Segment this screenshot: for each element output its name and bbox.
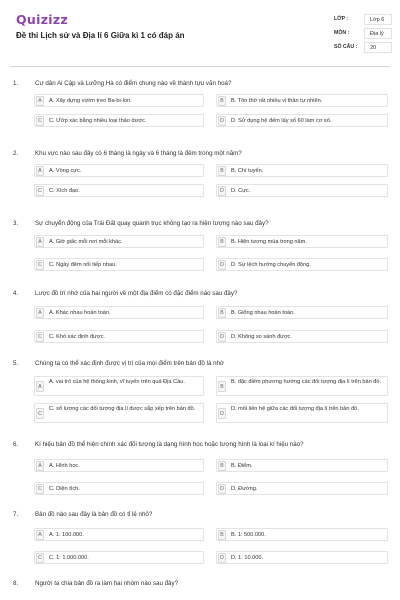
option-text: C. Khó xác định được. <box>49 334 105 340</box>
option-text: D. Cực. <box>231 188 251 194</box>
meta-subject-value: Địa lý <box>364 28 392 39</box>
option-b[interactable] <box>216 528 388 541</box>
option-letter: D <box>218 484 226 494</box>
option-text: A. Xây dựng vườn treo Ba-bi-lon. <box>49 98 132 104</box>
option-c[interactable] <box>34 330 204 343</box>
option-letter: B <box>218 308 226 318</box>
quizizz-logo[interactable]: Quizizz <box>16 12 69 27</box>
option-text: D. Không so sánh được. <box>231 334 292 340</box>
option-letter: A <box>36 461 44 471</box>
option-text: C. Ướp xác bằng nhiều loại thảo dược. <box>49 118 147 124</box>
meta-count-value: 20 <box>364 42 392 53</box>
option-a[interactable] <box>34 459 204 472</box>
meta-grade-label: LỚP : <box>334 16 349 22</box>
meta-subject <box>334 28 392 41</box>
question-number: 5. <box>13 360 19 367</box>
option-b[interactable] <box>216 235 388 248</box>
option-c[interactable] <box>34 403 204 423</box>
question-text: Chúng ta có thể xác định được vị trí của mọi điểm trên bản đồ là nhờ <box>35 360 225 367</box>
question-text: Cư dân Ai Cập và Lưỡng Hà có điểm chung nào về thành tựu văn hoá? <box>35 80 232 87</box>
question-number: 7. <box>13 511 19 518</box>
option-d[interactable] <box>216 258 388 271</box>
option-text: D. Sử dụng hệ đếm lấy số 60 làm cơ số. <box>231 118 332 124</box>
option-c[interactable] <box>34 184 204 197</box>
question-number: 3. <box>13 220 19 227</box>
option-letter: A <box>36 381 44 392</box>
option-letter: C <box>36 332 44 342</box>
question-text: Sự chuyển động của Trái Đất quay quanh trục không tạo ra hiện tượng nào sau đây? <box>35 220 269 227</box>
meta-count-label: SỐ CÂU : <box>334 44 358 50</box>
option-a[interactable] <box>34 235 204 248</box>
option-text: A. Hình học. <box>49 463 80 469</box>
option-d[interactable] <box>216 184 388 197</box>
option-b[interactable] <box>216 94 388 107</box>
option-letter: C <box>36 186 44 196</box>
option-letter: C <box>36 408 44 419</box>
option-letter: B <box>218 166 226 176</box>
option-b[interactable] <box>216 376 388 396</box>
question-number: 2. <box>13 150 19 157</box>
option-d[interactable] <box>216 403 388 423</box>
option-d[interactable] <box>216 482 388 495</box>
option-text: C. sổ lượng các đối tượng địa lí được sắp xếp trên bản đồ. <box>49 406 196 412</box>
question-number: 8. <box>13 580 19 587</box>
meta-grade <box>334 14 392 27</box>
option-text: B. Chí tuyến. <box>231 168 264 174</box>
question-text: Người ta chia bản đồ ra làm hai nhóm nào sau đây? <box>35 580 179 587</box>
option-text: D. 1: 10.000. <box>231 555 264 561</box>
option-c[interactable] <box>34 482 204 495</box>
header-divider <box>10 66 390 67</box>
option-text: B. Điểm. <box>231 463 253 469</box>
question-number: 6. <box>13 441 19 448</box>
option-text: C. 1: 1.000.000. <box>49 555 89 561</box>
option-a[interactable] <box>34 376 204 396</box>
option-letter: C <box>36 484 44 494</box>
question-text: Khu vực nào sau đây có 6 tháng là ngày và 6 tháng là đêm trong một năm? <box>35 150 242 157</box>
option-letter: B <box>218 237 226 247</box>
option-d[interactable] <box>216 330 388 343</box>
option-letter: D <box>218 260 226 270</box>
option-letter: D <box>218 332 226 342</box>
option-letter: A <box>36 530 44 540</box>
question-number: 4. <box>13 290 19 297</box>
option-b[interactable] <box>216 459 388 472</box>
option-text: C. Ngày đêm nối tiếp nhau. <box>49 262 117 268</box>
option-b[interactable] <box>216 306 388 319</box>
meta-grade-value: Lớp 6 <box>364 14 392 25</box>
option-letter: D <box>218 408 226 419</box>
meta-subject-label: MÔN : <box>334 30 350 36</box>
meta-count <box>334 42 392 55</box>
option-letter: D <box>218 553 226 563</box>
option-letter: A <box>36 237 44 247</box>
option-letter: B <box>218 381 226 392</box>
option-text: B. 1: 500.000. <box>231 532 266 538</box>
option-letter: D <box>218 116 226 126</box>
option-text: B. Tôn thờ rất nhiều vị thần tự nhiên. <box>231 98 323 104</box>
option-d[interactable] <box>216 114 388 127</box>
option-text: C. Xích đạo. <box>49 188 80 194</box>
option-text: A. Khác nhau hoàn toàn. <box>49 310 111 316</box>
question-text: Bản đồ nào sau đây là bản đồ có tỉ lệ nhỏ? <box>35 511 153 518</box>
option-text: D. mối liên hệ giữa các đối tượng địa lí trên bản đồ. <box>231 406 359 412</box>
option-letter: B <box>218 96 226 106</box>
option-a[interactable] <box>34 306 204 319</box>
option-letter: A <box>36 96 44 106</box>
option-c[interactable] <box>34 114 204 127</box>
option-a[interactable] <box>34 94 204 107</box>
option-text: A. 1: 100.000. <box>49 532 84 538</box>
question-text: Kí hiệu bản đồ thể hiện chính xác đối tượng là dạng hình học hoặc tượng hình là loại kí hiệu nào? <box>35 441 304 448</box>
option-a[interactable] <box>34 528 204 541</box>
question-number: 1. <box>13 80 19 87</box>
option-a[interactable] <box>34 164 204 177</box>
option-letter: B <box>218 530 226 540</box>
option-c[interactable] <box>34 551 204 564</box>
option-text: A. Giờ giấc mỗi nơi mỗi khác. <box>49 239 123 245</box>
option-text: B. Giống nhau hoàn toàn. <box>231 310 295 316</box>
option-letter: A <box>36 166 44 176</box>
option-letter: A <box>36 308 44 318</box>
option-text: D. Sự lệch hướng chuyển động. <box>231 262 311 268</box>
option-text: B. đặc điểm phương hướng các đối tượng địa lí trên bản đồ. <box>231 379 382 385</box>
option-letter: B <box>218 461 226 471</box>
option-text: B. Hiện tượng mùa trong năm. <box>231 239 307 245</box>
option-letter: C <box>36 116 44 126</box>
question-text: Lược đồ trí nhớ của hai người về một địa điểm có đặc điểm nào sau đây? <box>35 290 238 297</box>
option-text: A. Vòng cực. <box>49 168 82 174</box>
option-letter: C <box>36 260 44 270</box>
worksheet-header <box>0 0 400 66</box>
option-letter: D <box>218 186 226 196</box>
option-d[interactable] <box>216 551 388 564</box>
option-text: C. Diện tích. <box>49 486 80 492</box>
option-b[interactable] <box>216 164 388 177</box>
option-text: A. vai trò của hệ thống kinh, vĩ tuyến trên quả Địa Cầu. <box>49 379 185 385</box>
worksheet-title: Đề thi Lịch sử và Địa lí 6 Giữa kì 1 có đáp án <box>16 31 185 40</box>
option-letter: C <box>36 553 44 563</box>
option-text: D. Đường. <box>231 486 258 492</box>
option-c[interactable] <box>34 258 204 271</box>
